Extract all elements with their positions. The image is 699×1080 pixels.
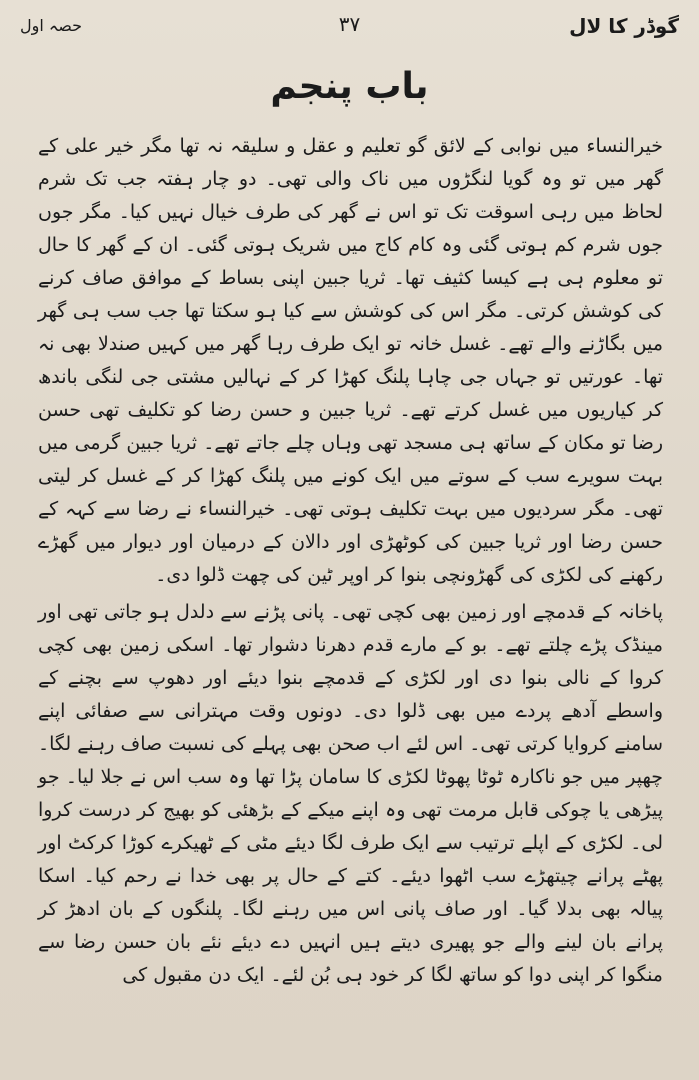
book-title: گوڈر کا لال bbox=[569, 14, 679, 38]
paragraph-2: پاخانہ کے قدمچے اور زمین بھی کچی تھی۔ پانی پڑنے سے دلدل ہو جاتی تھی اور مینڈک پڑے چلتے تھے۔ بو کے مارے قدم دھرنا دشوار تھا۔ اسکی زمین بھی کچی کروا کے نالی بنوا دی اور لکڑی کے قدمچے بنوا دیئے اور دھوپ سے بچنے کے واسطے آدھے پردے میں بھی ڈلوا دی۔ دونوں وقت مہترانی سے صفائی اپنے سامنے کروایا کرتی تھی۔ اس لئے اب صحن بھی پہلے کی نسبت صاف رہنے لگا۔ چھپر میں جو ناکارہ ٹوٹا پھوٹا لکڑی کا سامان پڑا تھا وہ سب اس نے جلا لیا۔ جو پیڑھی یا چوکی قابل مرمت تھی وہ اپنے میکے کے بڑھئی کو بھیج کر درست کروا لی۔ لکڑی کے اپلے ترتیب سے ایک طرف لگا دیئے مٹی کے ٹھیکرے کوڑا کرکٹ اور پھٹے پرانے چیتھڑے سب اٹھوا دیئے۔ کتے کے حال پر بھی خدا نے رحم کیا۔ اسکا پیالہ بھی بدلا گیا۔ اور صاف پانی اس میں رہنے لگا۔ پلنگوں کے بان ادھڑ کر پرانے بان لینے والے جو پھیری دیتے ہیں انہیں دے دیئے نئے بان حسن رضا سے منگوا کر اپنی دوا کو ساتھ لگا کر خود ہی بُن لئے۔ ایک دن مقبول کی bbox=[38, 601, 663, 986]
page-header bbox=[20, 12, 679, 52]
section-label: حصہ اول bbox=[20, 16, 83, 35]
page-number: ۳۷ bbox=[338, 12, 361, 36]
chapter-title: باب پنجم bbox=[270, 66, 429, 107]
paragraph-1: خیرالنساء میں نوابی کے لائق گو تعلیم و عقل و سلیقہ نہ تھا مگر خیر علی کے گھر میں تو وہ گویا لنگڑوں میں ناک والی تھی۔ دو چار ہفتہ جب تک شرم لحاظ میں رہی اسوقت تک تو اس نے گھر کی طرف خیال نہیں کیا۔ مگر جوں جوں شرم کم ہوتی گئی وہ کام کاج میں شریک ہوتی گئی۔ ان کے گھر کا حال تو معلوم ہی ہے کیسا کثیف تھا۔ ثریا جبین اپنی بساط کے موافق صاف کرنے کی کوشش کرتی۔ مگر اس کی کوشش سے کیا ہو سکتا تھا جب سب ہی گھر میں بگاڑنے والے تھے۔ غسل خانہ تو ایک طرف رہا گھر میں کہیں صندلا بھی نہ تھا۔ عورتیں تو جہاں جی چاہا پلنگ کھڑا کر کے نہالیں مشتی جی لنگی باندھ کر کیاریوں میں غسل کرتے تھے۔ ثریا جبین و حسن رضا کو تکلیف تھی حسن رضا تو مکان کے ساتھ ہی مسجد تھی وہاں چلے جاتے تھے۔ ثریا جبین گرمی میں بہت سویرے سب کے سوتے میں ایک کونے میں پلنگ کھڑا کر کے غسل کر لیتی تھی۔ مگر سردیوں میں بہت تکلیف ہوتی تھی۔ خیرالنساء نے رضا سے کہہ کے حسن رضا اور ثریا جبین کی کوٹھڑی اور دالان کے درمیان اور دیوار میں گھڑے رکھنے کی لکڑی کی گھڑونچی بنوا کر اوپر ٹین کی چھت ڈلوا دی۔ bbox=[38, 135, 663, 586]
body-text bbox=[38, 130, 663, 1060]
